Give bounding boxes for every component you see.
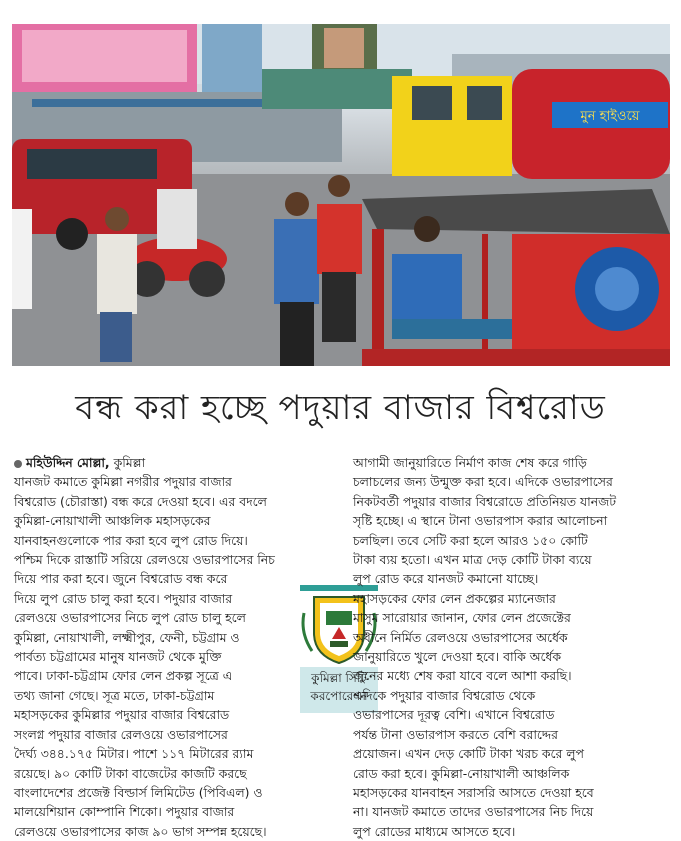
article-line: যানবাহনগুলোকে পার করা হবে লুপ রোড দিয়ে। (14, 532, 248, 548)
billboard-blue (202, 24, 262, 94)
article-line: ওভারপাসের দূরত্ব বেশি। এখানে বিশ্বরোড (353, 707, 555, 723)
article-line: মহাসড়কের ফোর লেন প্রকল্পের ম্যানেজার (353, 590, 556, 606)
bullet-icon (14, 460, 22, 468)
article-line: রোড করা হবে। কুমিল্লা-নোয়াখালী আঞ্চলিক (353, 765, 570, 781)
article-line: চলছিল। তবে সেটি করা হলে আরও ১৫০ কোটি (353, 532, 588, 548)
article-headline: বন্ধ করা হচ্ছে পদুয়ার বাজার বিশ্বরোড (75, 388, 606, 428)
article-line: রয়েছে। ৯০ কোটি টাকা বাজেটের কাজটি করছে (14, 765, 247, 781)
article-line: মালয়েশিয়ান কোম্পানি শিকো। পদুয়ার বাজার (14, 804, 235, 820)
article-line: পশ্চিম দিকে রাস্তাটি সরিয়ে রেলওয়ে ওভারপাসের নিচ (14, 552, 275, 568)
article-line: পাবে। ঢাকা-চট্টগ্রাম ফোর লেন প্রকল্প সূত্রে এ (14, 668, 233, 684)
article-line: পর্যন্ত টানা ওভারপাস করতে বেশি বরাদ্দের (353, 726, 558, 742)
rickshaw-driver (392, 254, 462, 324)
logo-caption-line2: করপোরেশন (310, 689, 368, 703)
article-line: রেলওয়ে ওভারপাসের নিচে লুপ রোড চালু হলে (14, 610, 246, 626)
article-line: টাকা ব্যয় হতো। এখন মাত্র দেড় কোটি টাকা ব্যয়ে (353, 552, 592, 568)
article-line: পার্বত্য চট্টগ্রামের মানুষ যানজট থেকে মুক্তি (14, 649, 222, 665)
person-blue-shirt (274, 219, 319, 304)
article-line: মহাসড়কের যানবাহন সরাসরি আসতে দেওয়া হবে (353, 784, 594, 800)
article-line: চলাচলের জন্য উন্মুক্ত করা হবে। এদিকে ওভারপাসের (353, 474, 613, 490)
article-line: যানজট কমাতে কুমিল্লা নগরীর পদুয়ার বাজার (14, 474, 232, 490)
article-line: দিয়ে পার করা হবে। জুনে বিশ্বরোড বন্ধ করে (14, 571, 228, 587)
article-line: আগামী জানুয়ারিতে নির্মাণ কাজ শেষ করে গাড়ি (353, 455, 587, 470)
article-column-left (14, 453, 329, 841)
article-line: তথ্য জানা গেছে। সূত্র মতে, ঢাকা-চট্টগ্রাম (14, 687, 215, 703)
article-line: লুপ রোডের মাধ্যমে আসতে হবে। (353, 823, 516, 839)
article-line: নিকটবর্তী পদুয়ার বাজার বিশ্বরোডে প্রতিনিয়ত যানজট (353, 493, 616, 509)
article-line: জুনের মধ্যে শেষ করা যাবে বলে আশা করছি। (353, 668, 572, 684)
article-line: বাংলাদেশের প্রজেক্ট বিল্ডার্স লিমিটেড (পিবিএল) ও (14, 784, 263, 800)
article-line: অধীনে নির্মিত রেলওয়ে ওভারপাসের অর্ধেক (353, 629, 568, 645)
article-line: কুমিল্লা-নোয়াখালী আঞ্চলিক মহাসড়কের (14, 513, 211, 529)
article-line: লুপ রোড করে যানজট কমানো যাচ্ছে। (353, 571, 539, 587)
article-column-right (353, 453, 673, 841)
article-line: দিয়ে লুপ রোড চালু করা হবে। পদুয়ার বাজার (14, 590, 233, 606)
article-line: দৈর্ঘ্য ৩৪৪.১৭৫ মিটার। পাশে ১১৭ মিটারের র‌্যাম (14, 746, 254, 762)
person-red-shirt (317, 204, 362, 274)
article-line: সৃষ্টি হচ্ছে। এ স্থানে টানা ওভারপাস করার আলোচনা (353, 513, 608, 529)
article-line: মহাসড়কের কুমিল্লার পদুয়ার বাজার বিশ্বরোড (14, 707, 230, 723)
tanker-sign: মুন হাইওয়ে (580, 109, 640, 124)
article-line: প্রয়োজন। এখন দেড় কোটি টাকা খরচ করে লুপ (353, 746, 584, 762)
logo-caption-line1: কুমিল্লা সিটি (311, 671, 367, 685)
byline-author: মহিউদ্দিন মোল্লা, (26, 455, 110, 470)
article-line: মাসুম সারোয়ার জানান, ফোর লেন প্রজেক্টের (353, 610, 571, 626)
person-white-shirt (97, 234, 137, 314)
street-scene-illustration (12, 24, 670, 366)
article-line: সংলগ্ন পদুয়ার বাজার রেলওয়ে ওভারপাসের (14, 726, 228, 742)
article-line: রেলওয়ে ওভারপাসের কাজ ৯০ ভাগ সম্পন্ন হয়েছে। (14, 823, 267, 839)
news-photo (12, 24, 670, 366)
article-line: জানুয়ারিতে খুলে দেওয়া হবে। বাকি অর্ধেক (353, 649, 562, 665)
article-line: কুমিল্লা, নোয়াখালী, লক্ষ্মীপুর, ফেনী, চট্টগ্রাম ও (14, 629, 240, 645)
byline (14, 453, 329, 472)
article-line: বিশ্বরোড (চৌরাস্তা) বন্ধ করে দেওয়া হবে। এর বদলে (14, 493, 267, 509)
byline-place: কুমিল্লা (113, 455, 146, 470)
article-line: না। যানজট কমাতে তাদের ওভারপাসের নিচ দিয়ে (353, 804, 594, 820)
article-line: এদিকে পদুয়ার বাজার বিশ্বরোড থেকে (353, 687, 536, 703)
